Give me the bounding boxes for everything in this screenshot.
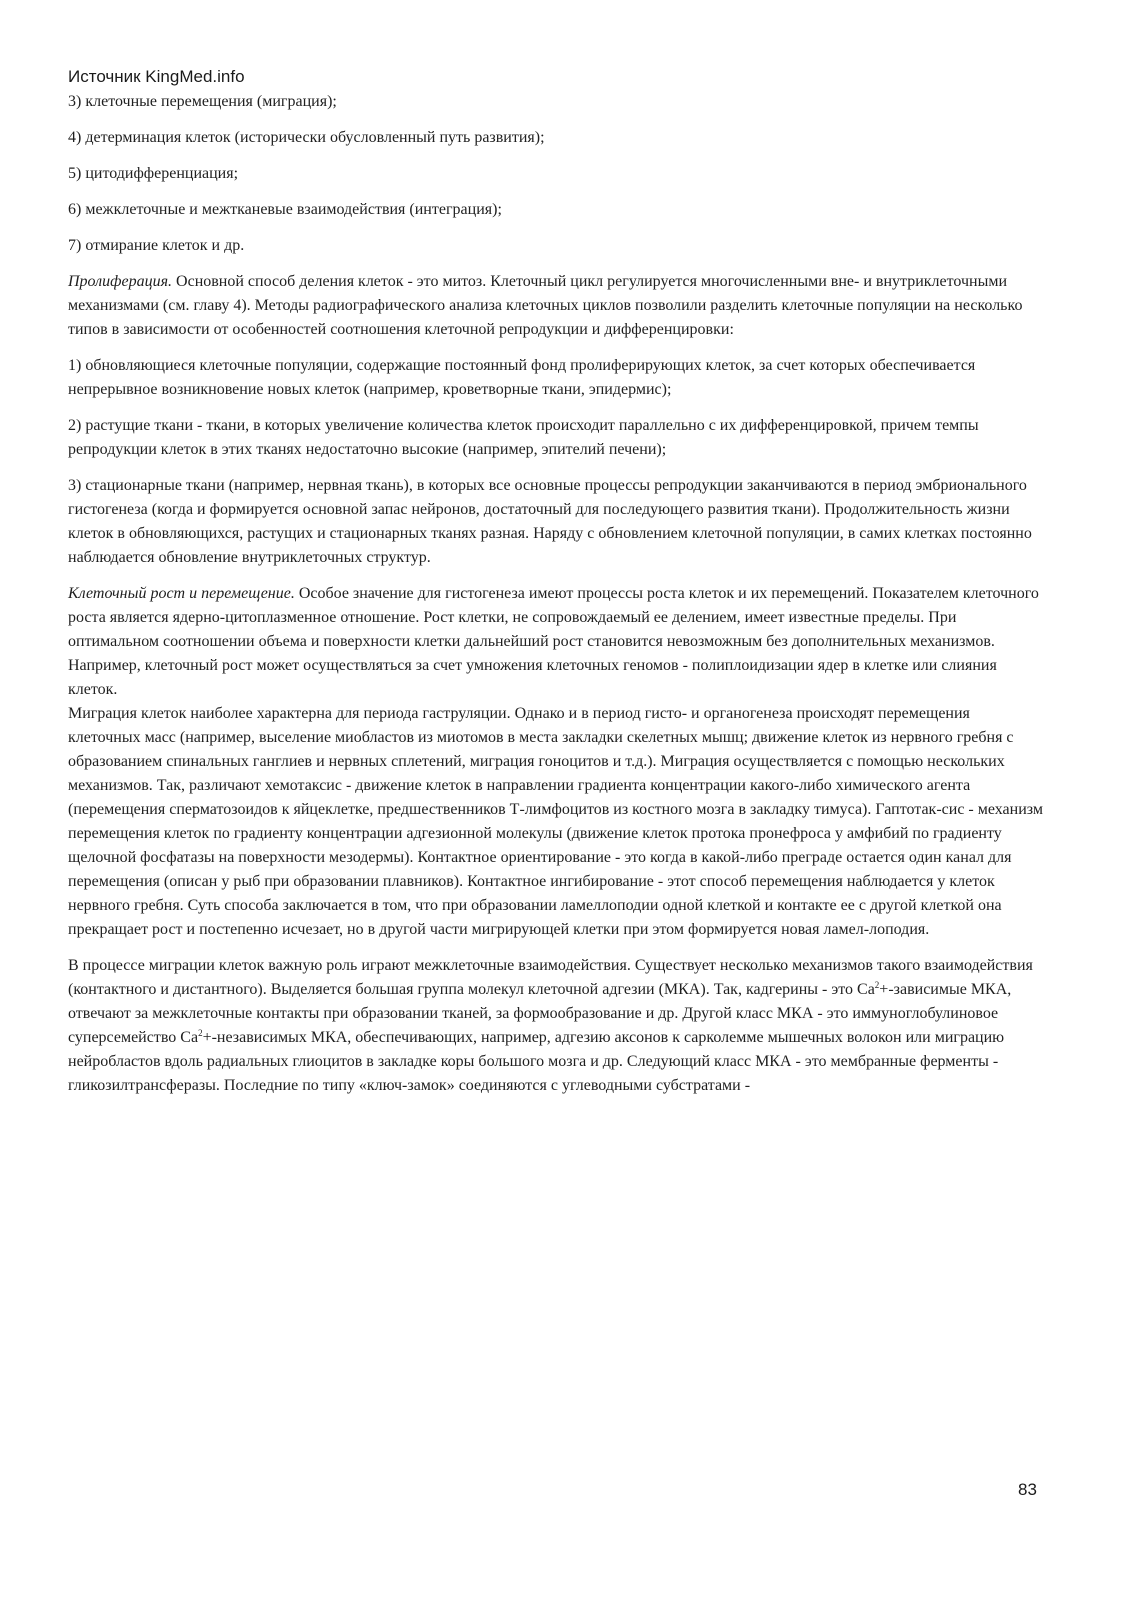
population-type-1: 1) обновляющиеся клеточные популяции, содержащие постоянный фонд пролиферирующих клеток, за счет которых обеспечивается непрерывное возникновение новых клеток (например, кроветворные ткани, эпидермис); bbox=[68, 357, 976, 398]
page-number: 83 bbox=[1018, 1480, 1037, 1499]
superscript-2-second: 2 bbox=[198, 1028, 203, 1038]
page-body bbox=[68, 90, 1046, 1110]
population-type-2: 2) растущие ткани - ткани, в которых увеличение количества клеток происходит параллельно с их дифференцировкой, причем темпы репродукции клеток в этих тканях недостаточно высокие (например, эпителий печени); bbox=[68, 417, 979, 458]
superscript-2: 2 bbox=[874, 980, 880, 990]
growth-term: Клеточный рост и перемещение. bbox=[68, 585, 295, 602]
list-item-3: 3) клеточные перемещения (миграция); bbox=[68, 93, 337, 110]
adhesion-paragraph bbox=[68, 954, 1046, 1098]
growth-paragraph bbox=[68, 582, 1046, 702]
growth-text: Особое значение для гистогенеза имеют процессы роста клеток и их перемещений. Показателем клеточного роста является ядерно-цитоплазменное отношение. Рост клетки, не сопровождаемый ее делением, имеет известные пределы. При оптимальном соотношении объема и поверхности клетки дальнейший рост становится невозможным без дополнительных механизмов. Например, клеточный рост может осуществляться за счет умножения клеточных геномов - полиплоидизации ядер в клетке или слияния клеток. bbox=[68, 585, 1039, 698]
list-item-5: 5) цитодифференциация; bbox=[68, 165, 239, 182]
list-item-7: 7) отмирание клеток и др. bbox=[68, 237, 245, 254]
migration-paragraph: Миграция клеток наиболее характерна для периода гаструляции. Однако и в период гисто- и органогенеза происходят перемещения клеточных масс (например, выселение миобластов из миотомов в места закладки скелетных мышц; движение клеток из нервного гребня с образованием спинальных ганглиев и нервных сплетений, миграция гоноцитов и т.д.). Миграция осуществляется с помощью нескольких механизмов. Так, различают хемотаксис - движение клеток в направлении градиента концентрации какого-либо химического агента (перемещения сперматозоидов к яйцеклетке, предшественников Т-лимфоцитов из костного мозга в закладку тимуса). Гаптотак-сис - механизм перемещения клеток по градиенту концентрации адгезионной молекулы (движение клеток протока пронефроса у амфибий по градиенту щелочной фосфатазы на поверхности мезодермы). Контактное ориентирование - это когда в какой-либо преграде остается один канал для перемещения (описан у рыб при образовании плавников). Контактное ингибирование - этот способ перемещения наблюдается у клеток нервного гребня. Суть способа заключается в том, что при образовании ламеллоподии одной клеткой и контакте ее с другой клеткой она прекращает рост и постепенно исчезает, но в другой части мигрирующей клетки при этом формируется новая ламел-лоподия. bbox=[68, 705, 1043, 938]
proliferation-term: Пролиферация. bbox=[68, 273, 173, 290]
proliferation-paragraph bbox=[68, 270, 1046, 342]
list-item-6: 6) межклеточные и межтканевые взаимодействия (интеграция); bbox=[68, 201, 502, 218]
population-type-3: 3) стационарные ткани (например, нервная ткань), в которых все основные процессы репродукции заканчиваются в период эмбрионального гистогенеза (когда и формируется основной запас нейронов, достаточный для последующего развития ткани). Продолжительность жизни клеток в обновляющихся, растущих и стационарных тканях разная. Наряду с обновлением клеточной популяции, в самих клетках постоянно наблюдается обновление внутриклеточных структур. bbox=[68, 477, 1032, 566]
source-header: Источник KingMed.info bbox=[68, 67, 245, 86]
adhesion-text-2: +-зависимые МКА, отвечают за межклеточные контакты при образовании тканей, за формообразование и др. Другой класс МКА - это иммуноглобулиновое суперсемейство Ca bbox=[68, 981, 1012, 1046]
list-item-4: 4) детерминация клеток (исторически обусловленный путь развития); bbox=[68, 129, 545, 146]
proliferation-text: Основной способ деления клеток - это митоз. Клеточный цикл регулируется многочисленными вне- и внутриклеточными механизмами (см. главу 4). Методы радиографического анализа клеточных циклов позволили разделить клеточные популяции на несколько типов в зависимости от особенностей соотношения клеточной репродукции и дифференцировки: bbox=[68, 273, 1023, 338]
adhesion-text-1: В процессе миграции клеток важную роль играют межклеточные взаимодействия. Существует несколько механизмов такого взаимодействия (контактного и дистантного). Выделяется большая группа молекул клеточной адгезии (МКА). Так, кадгерины - это Ca bbox=[68, 957, 1033, 998]
adhesion-text-3: +-независимых МКА, обеспечивающих, например, адгезию аксонов к сарколемме мышечных волокон или миграцию нейробластов вдоль радиальных глиоцитов в закладке коры большого мозга и др. Следующий класс МКА - это мембранные ферменты - гликозилтрансферазы. Последние по типу «ключ-замок» соединяются с углеводными субстратами - bbox=[68, 1029, 1005, 1094]
